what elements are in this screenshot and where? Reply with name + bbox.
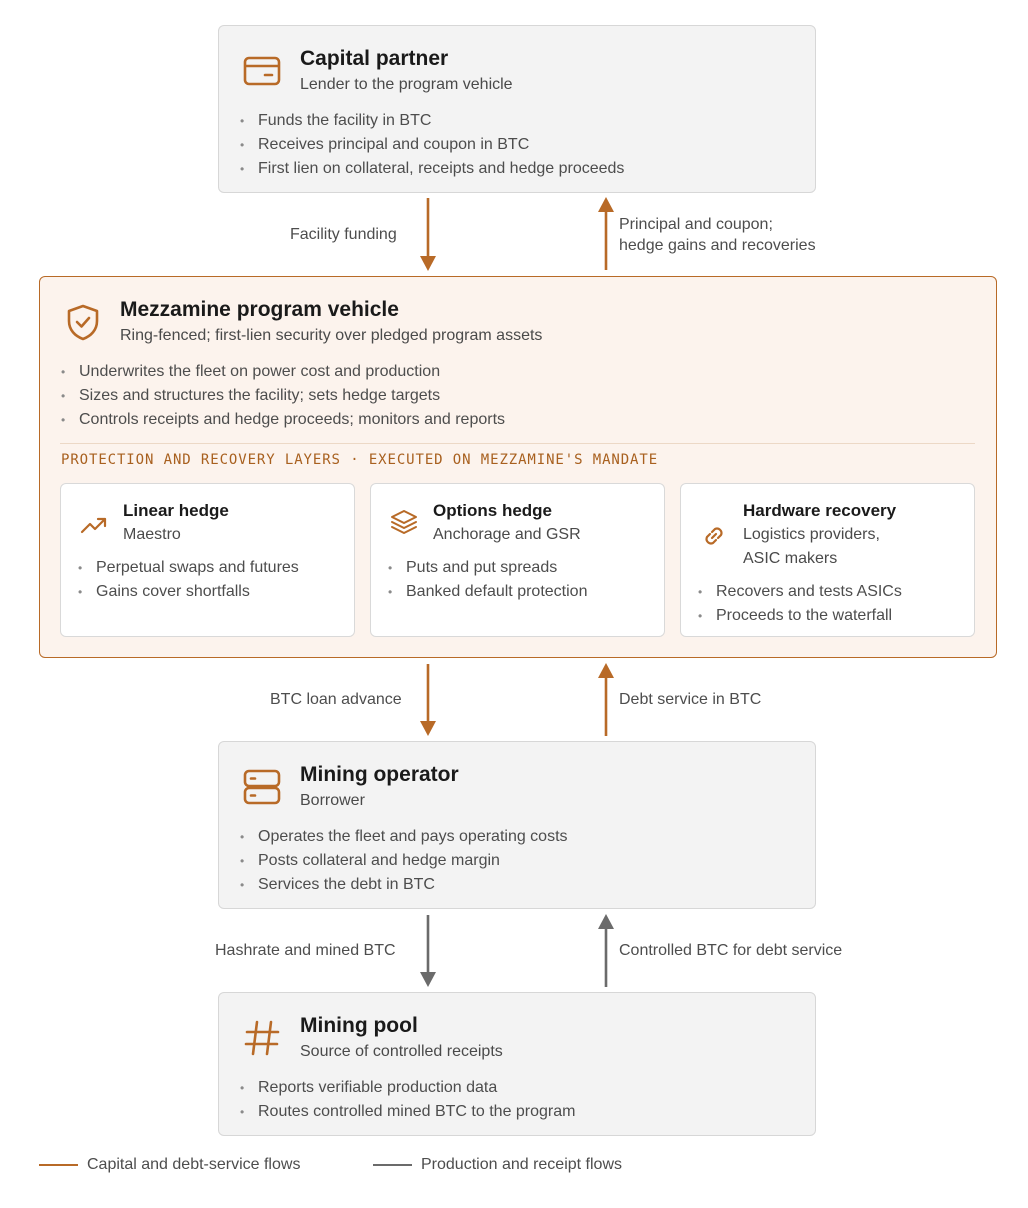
bullet: • Reports verifiable production data (240, 1076, 575, 1100)
options-hedge-subtitle: Anchorage and GSR (433, 526, 581, 543)
mining-pool-bullets (240, 1076, 575, 1124)
bullet: • Puts and put spreads (388, 556, 587, 580)
bullet: • Gains cover shortfalls (78, 580, 299, 604)
bullet: • Operates the fleet and pays operating costs (240, 825, 568, 849)
hardware-recovery-bullets (698, 580, 902, 628)
trending-up-icon (79, 510, 109, 540)
hash-icon (242, 1018, 282, 1058)
bullet: • Proceeds to the waterfall (698, 604, 902, 628)
hardware-recovery-title: Hardware recovery (743, 501, 897, 520)
capital-partner-bullets (240, 109, 624, 181)
capital-partner-title: Capital partner (300, 47, 449, 70)
hardware-recovery-subtitle-line1: Logistics providers, (743, 526, 880, 543)
principal-coupon-arrowhead (598, 197, 614, 212)
bullet: • Recovers and tests ASICs (698, 580, 902, 604)
controlled-btc-label: Controlled BTC for debt service (619, 942, 843, 959)
bullet: • Banked default protection (388, 580, 587, 604)
legend-capital-line (39, 1164, 78, 1166)
hashrate-label: Hashrate and mined BTC (215, 942, 396, 959)
debt-service-arrowhead (598, 663, 614, 678)
controlled-btc-arrowhead (598, 914, 614, 929)
btc-loan-advance-label: BTC loan advance (270, 691, 402, 708)
mandate-heading: PROTECTION AND RECOVERY LAYERS · EXECUTED ON MEZZAMINE'S MANDATE (61, 452, 659, 468)
btc-loan-advance-arrowhead (420, 721, 436, 736)
bullet: • First lien on collateral, receipts and hedge proceeds (240, 157, 624, 181)
server-icon (242, 767, 282, 807)
debt-service-label: Debt service in BTC (619, 691, 762, 708)
legend-capital-label: Capital and debt-service flows (87, 1156, 301, 1173)
mezzamine-subtitle: Ring-fenced; first-lien security over pledged program assets (120, 327, 543, 344)
mining-operator-subtitle: Borrower (300, 792, 365, 809)
legend-production-label: Production and receipt flows (421, 1156, 622, 1173)
bullet: • Services the debt in BTC (240, 873, 568, 897)
mezzamine-bullets (61, 360, 505, 432)
mining-pool-subtitle: Source of controlled receipts (300, 1043, 503, 1060)
linear-hedge-bullets (78, 556, 299, 604)
options-hedge-bullets (388, 556, 587, 604)
bullet: • Controls receipts and hedge proceeds; monitors and reports (61, 408, 505, 432)
hashrate-arrowhead (420, 972, 436, 987)
facility-funding-arrowhead (420, 256, 436, 271)
shield-check-icon (63, 302, 103, 342)
principal-coupon-label-line2: hedge gains and recoveries (619, 237, 816, 254)
principal-coupon-label-line1: Principal and coupon; (619, 216, 773, 233)
mining-pool-title: Mining pool (300, 1014, 418, 1037)
options-hedge-title: Options hedge (433, 501, 552, 520)
bullet: • Sizes and structures the facility; sets hedge targets (61, 384, 505, 408)
facility-funding-label: Facility funding (290, 226, 397, 243)
bullet: • Perpetual swaps and futures (78, 556, 299, 580)
bullet: • Underwrites the fleet on power cost and production (61, 360, 505, 384)
legend-production-line (373, 1164, 412, 1166)
mining-operator-bullets (240, 825, 568, 897)
bullet: • Receives principal and coupon in BTC (240, 133, 624, 157)
hardware-recovery-subtitle-line2: ASIC makers (743, 550, 838, 567)
link-icon (699, 521, 729, 551)
mezzamine-divider (60, 443, 975, 444)
layers-icon (389, 507, 419, 537)
capital-partner-subtitle: Lender to the program vehicle (300, 76, 513, 93)
wallet-icon (242, 52, 282, 92)
mining-operator-title: Mining operator (300, 763, 459, 786)
bullet: • Routes controlled mined BTC to the program (240, 1100, 575, 1124)
linear-hedge-subtitle: Maestro (123, 526, 181, 543)
bullet: • Posts collateral and hedge margin (240, 849, 568, 873)
linear-hedge-title: Linear hedge (123, 501, 229, 520)
bullet: • Funds the facility in BTC (240, 109, 624, 133)
mezzamine-title: Mezzamine program vehicle (120, 298, 399, 321)
